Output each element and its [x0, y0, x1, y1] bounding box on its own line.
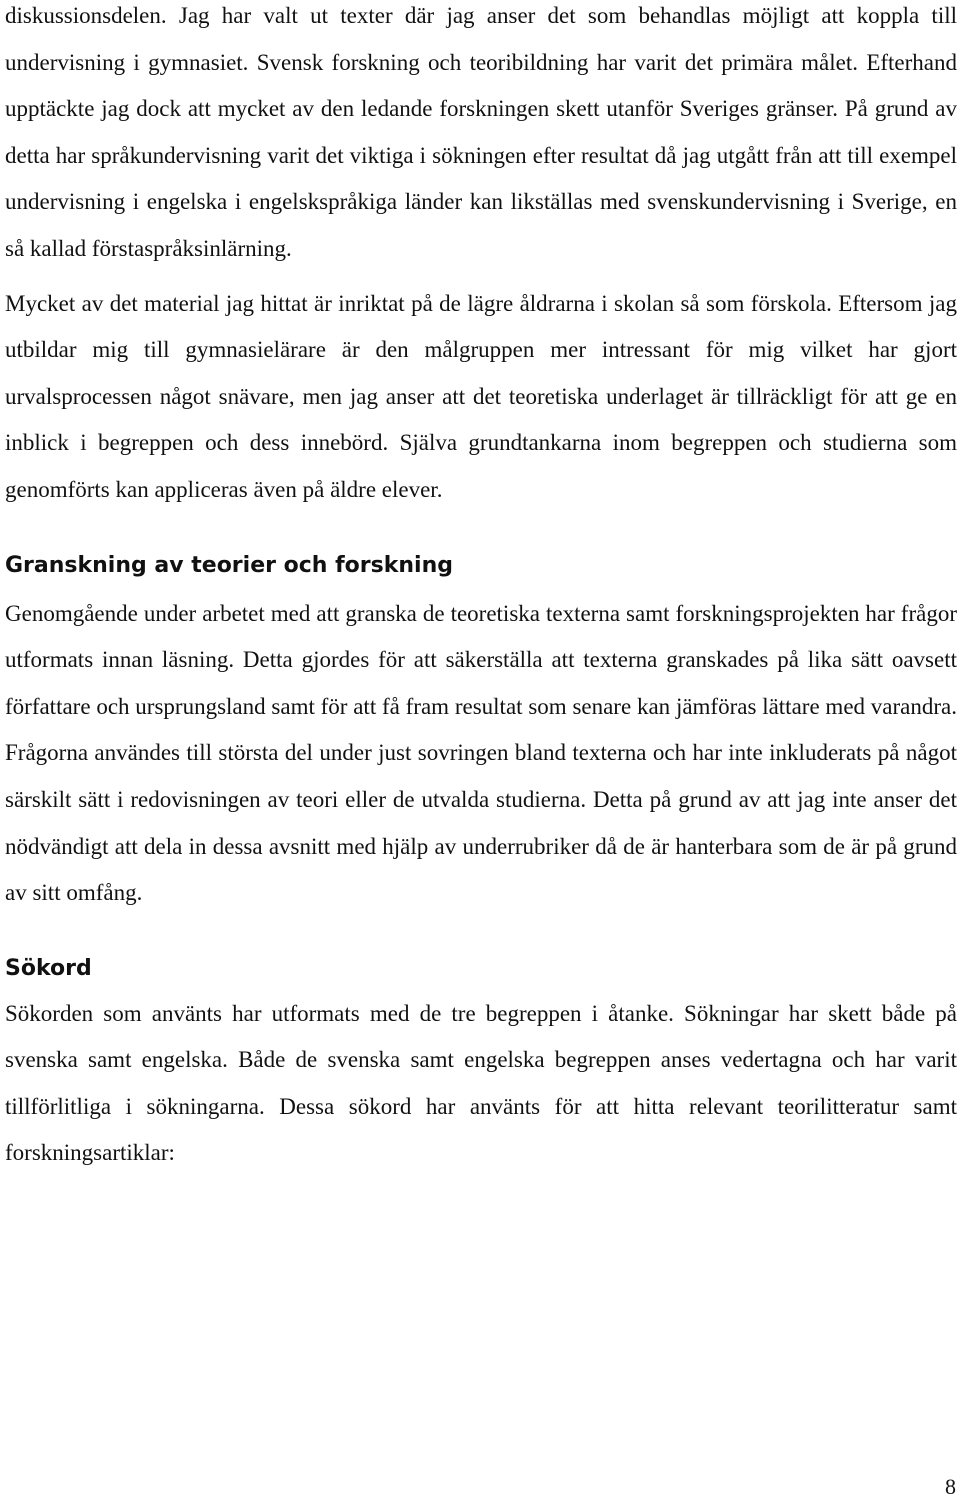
section-heading-granskning: Granskning av teorier och forskning: [5, 552, 453, 578]
paragraph-sokord: Sökorden som använts har utformats med de tre begreppen i åtanke. Sökningar har skett både på svenska samt engelska. Både de svenska samt engelska begreppen anses vedertagna och har varit tillförlitliga i sökningarna. Dessa sökord har använts för att hitta relevant teorilitteratur samt forskningsartiklar:: [5, 1000, 957, 1166]
paragraph-urval: diskussionsdelen. Jag har valt ut texter där jag anser det som behandlas möjligt att koppla till undervisning i gymnasiet. Svensk forskning och teoribildning har varit det primära målet. Efterhand upptäckte jag dock att mycket av den ledande forskningen skett utanför Sveriges gränser. På grund av detta har språkundervisning varit det viktiga i sökningen efter resultat då jag utgått från att till exempel undervisning i engelska i engelskspråkiga länder kan likställas med svenskundervisning i Sverige, en så kallad förstaspråksinlärning.: [5, 3, 957, 261]
document-page: [5, 0, 957, 1177]
section-heading-sokord: Sökord: [5, 955, 92, 981]
paragraph-granskning: Genomgående under arbetet med att granska de teoretiska texterna samt forskningsprojekten har frågor utformats innan läsning. Detta gjordes för att säkerställa att texterna granskades på lika sätt oavsett författare och ursprungsland samt för att få fram resultat som senare kan jämföras lättare med varandra. Frågorna användes till största del under just sovringen bland texterna och har inte inkluderats på något särskilt sätt i redovisningen av teori eller de utvalda studierna. Detta på grund av att jag inte anser det nödvändigt att dela in dessa avsnitt med hjälp av underrubriker då de är hanterbara som de är på grund av sitt omfång.: [5, 600, 957, 906]
paragraph-material: Mycket av det material jag hittat är inriktat på de lägre åldrarna i skolan så som förskola. Eftersom jag utbildar mig till gymnasielärare är den målgruppen mer intressant för mig vilket har gjort urvalsprocessen något snävare, men jag anser att det teoretiska underlaget är tillräckligt för att ge en inblick i begreppen och dess innebörd. Själva grundtankarna inom begreppen och studierna som genomförts kan appliceras även på äldre elever.: [5, 290, 957, 502]
page-number: 8: [945, 1474, 956, 1499]
